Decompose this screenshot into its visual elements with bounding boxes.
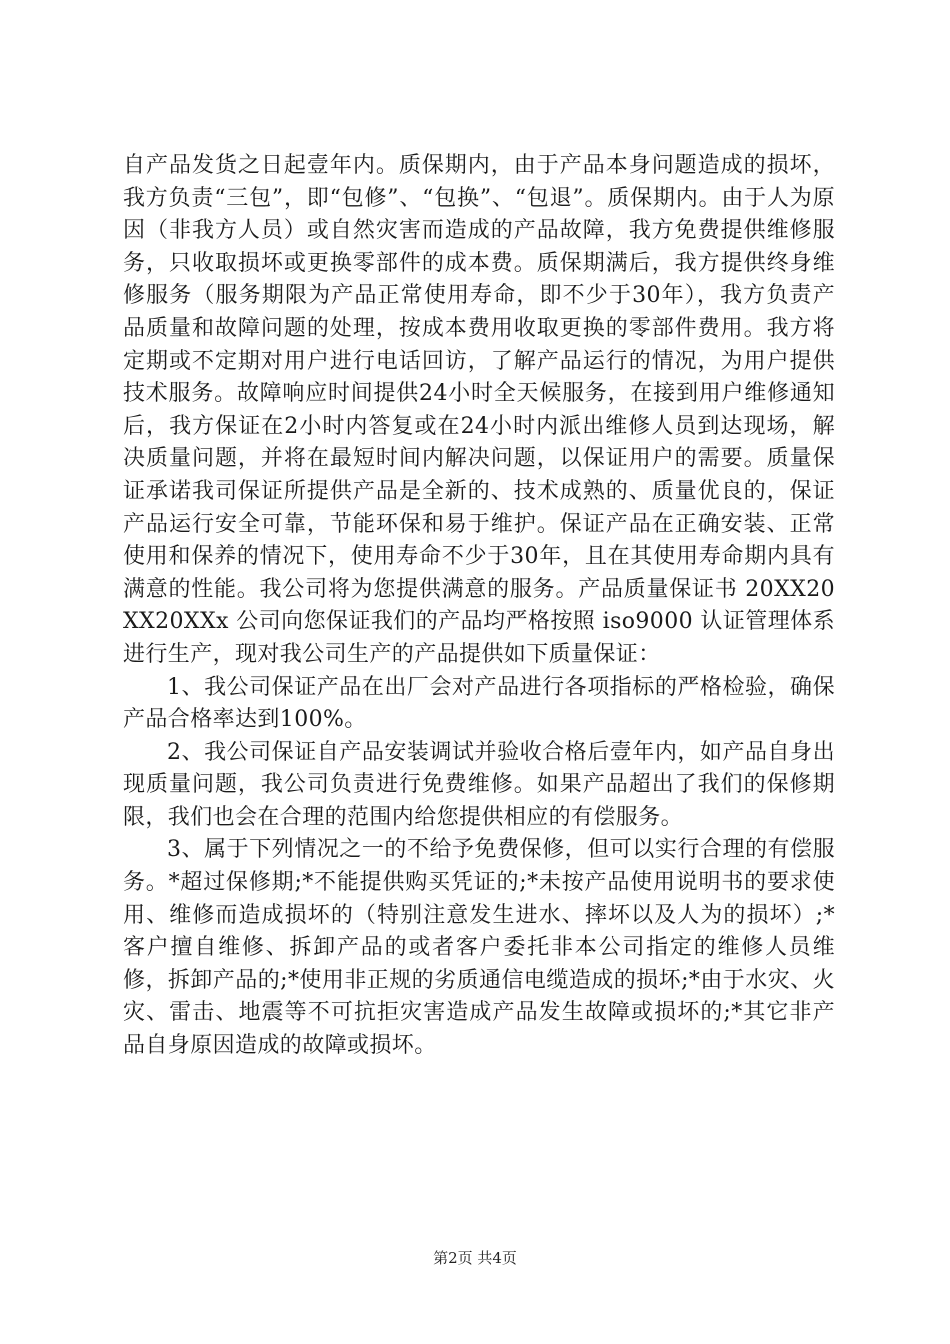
paragraph-warranty-terms: 自产品发货之日起壹年内。质保期内，由于产品本身问题造成的损坏，我方负责“三包”，即“包修”、“包换”、“包退”。质保期内。由于人为原因（非我方人员）或自然灾害而造成的产品故障，我方免费提供维修服务，只收取损坏或更换零部件的成本费。质保期满后，我方提供终身维修服务（服务期限为产品正常使用寿命，即不少于30年），我方负责产品质量和故障问题的处理，按成本费用收取更换的零部件费用。我方将定期或不定期对用户进行电话回访，了解产品运行的情况，为用户提供技术服务。故障响应时间提供24小时全天候服务，在接到用户维修通知后，我方保证在2小时内答复或在24小时内派出维修人员到达现场，解决质量问题，并将在最短时间内解决问题，以保证用户的需要。质量保证承诺我司保证所提供产品是全新的、技术成熟的、质量优良的，保证产品运行安全可靠，节能环保和易于维护。保证产品在正确安装、正常使用和保养的情况下，使用寿命不少于30年，且在其使用寿命期内具有满意的性能。我公司将为您提供满意的服务。产品质量保证书 20XX20XX20XXx 公司向您保证我们的产品均严格按照 iso9000 认证管理体系进行生产，现对我公司生产的产品提供如下质量保证： bbox=[123, 153, 835, 667]
paragraph-item-3: 3、属于下列情况之一的不给予免费保修，但可以实行合理的有偿服务。*超过保修期;*不能提供购买凭证的;*未按产品使用说明书的要求使用、维修而造成损坏的（特别注意发生进水、摔坏以及人为的损坏）;*客户擅自维修、拆卸产品的或者客户委托非本公司指定的维修人员维修，拆卸产品的;*使用非正规的劣质通信电缆造成的损坏;*由于水灾、火灾、雷击、地震等不可抗拒灾害造成产品发生故障或损坏的;*其它非产品自身原因造成的故障或损坏。 bbox=[123, 837, 835, 1059]
page-number-footer: 第2页 共4页 bbox=[433, 1249, 517, 1267]
document-body bbox=[123, 150, 835, 1063]
paragraph-item-2: 2、我公司保证自产品安装调试并验收合格后壹年内，如产品自身出现质量问题，我公司负责进行免费维修。如果产品超出了我们的保修期限，我们也会在合理的范围内给您提供相应的有偿服务。 bbox=[123, 739, 835, 830]
paragraph-item-1: 1、我公司保证产品在出厂会对产品进行各项指标的严格检验，确保产品合格率达到100%。 bbox=[123, 674, 835, 733]
